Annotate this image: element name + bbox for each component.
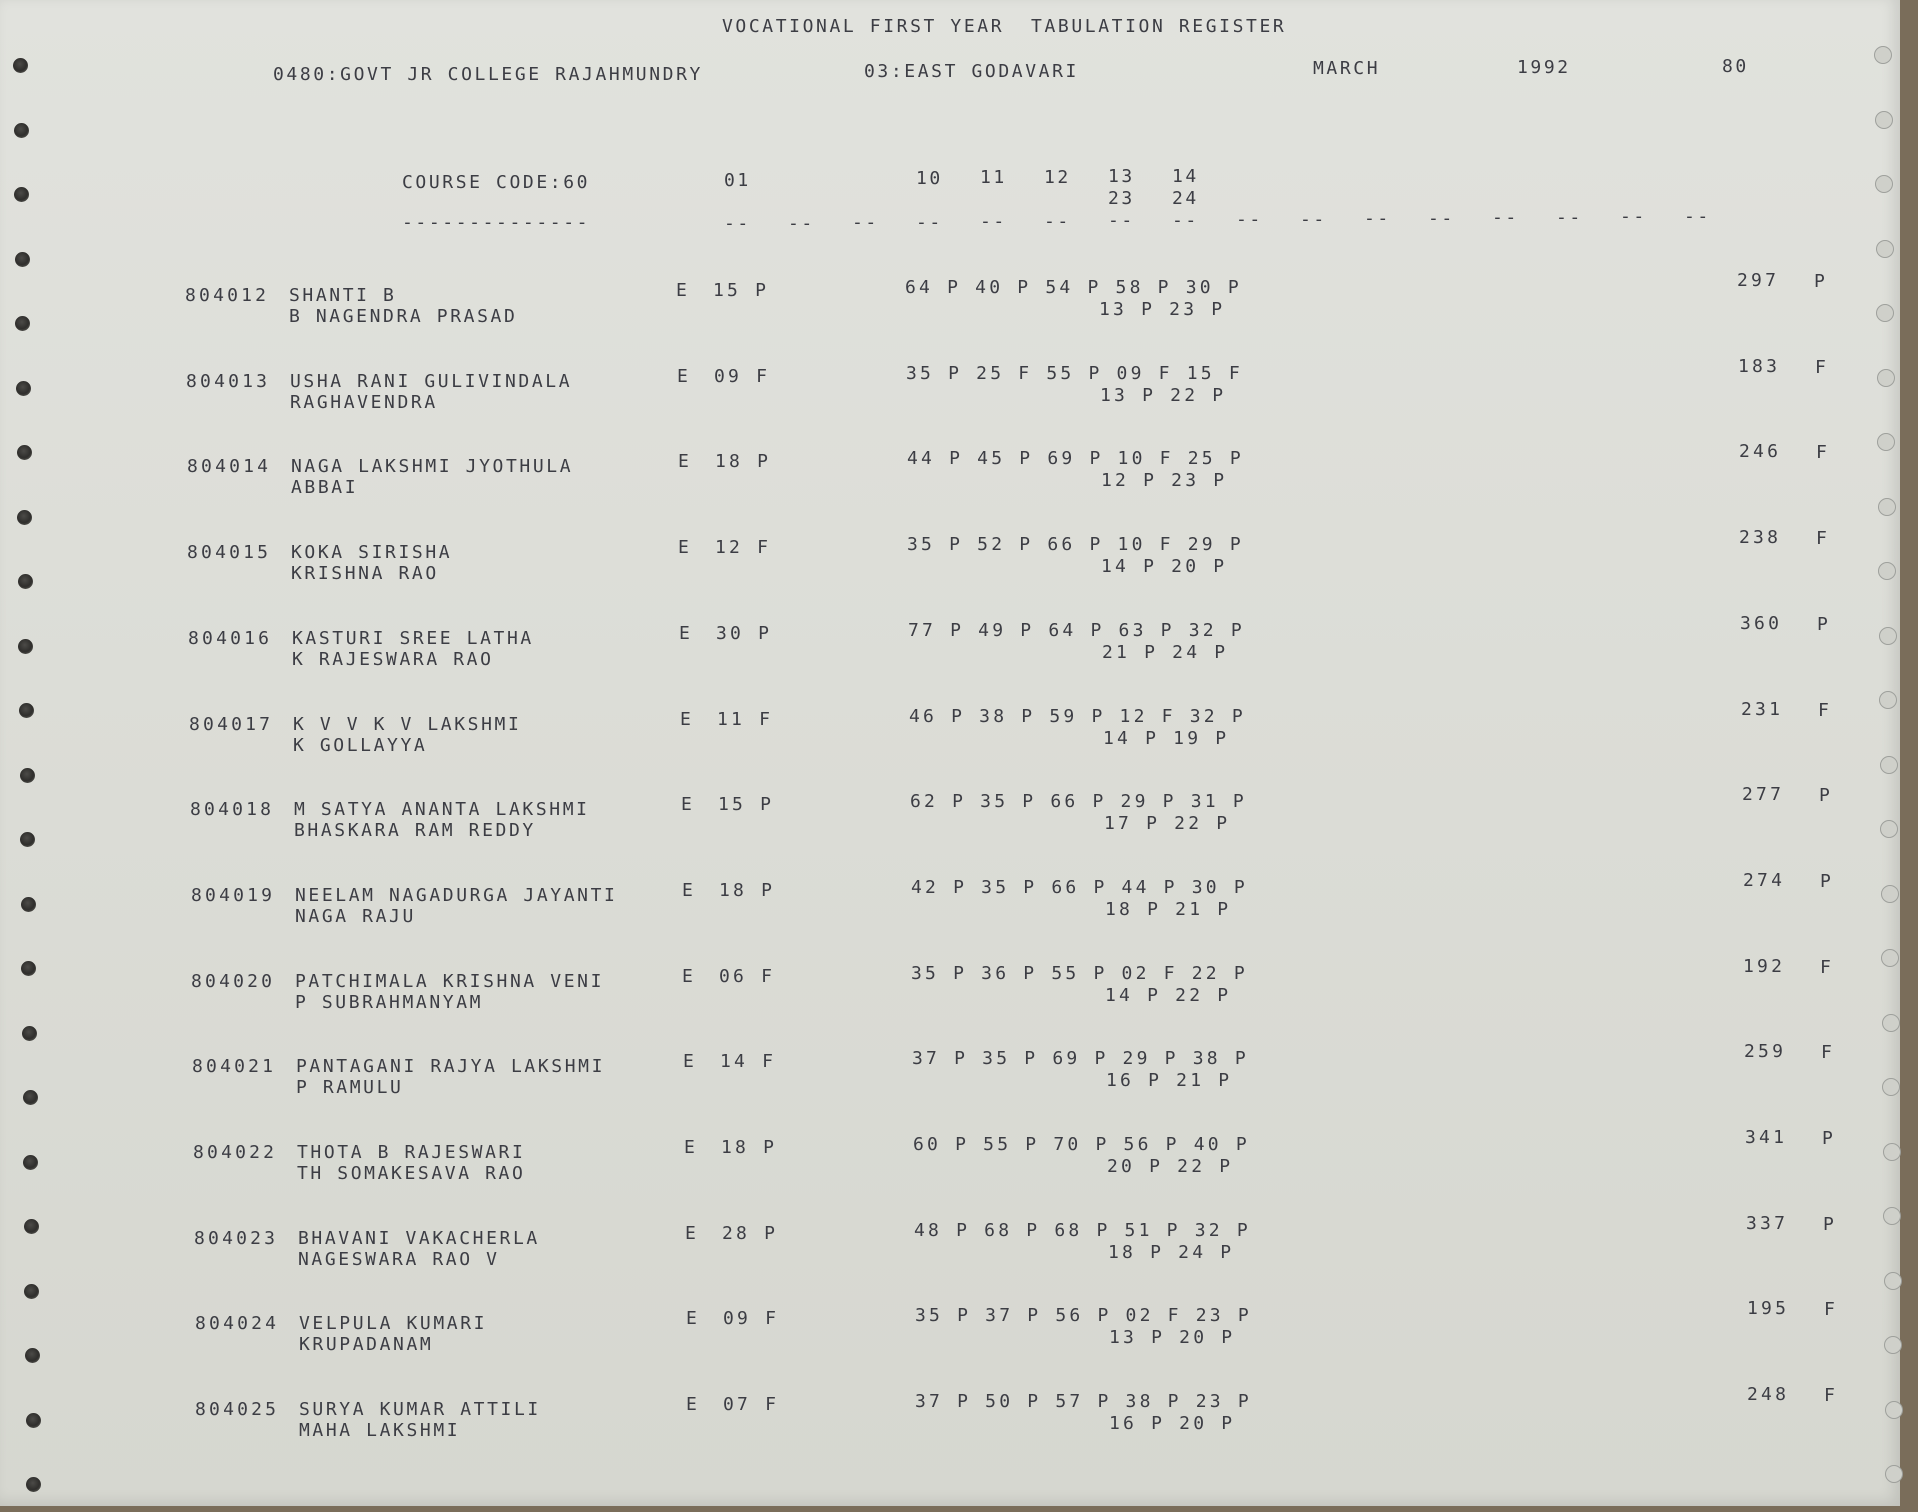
student-name: BHAVANI VAKACHERLA: [298, 1228, 540, 1249]
parent-name: RAGHAVENDRA: [290, 392, 438, 413]
student-id: 804018: [190, 799, 275, 820]
student-id: 804016: [188, 628, 273, 649]
feed-hole: [21, 961, 36, 976]
subject-marks-line1: 35 P 52 P 66 P 10 F 29 P: [907, 534, 1244, 555]
total-marks: 246: [1739, 441, 1782, 462]
subject-marks-line2: 16 P 20 P: [1109, 1413, 1236, 1434]
parent-name: KRUPADANAM: [299, 1334, 434, 1355]
student-id: 804021: [192, 1056, 277, 1077]
subject-marks-line1: 42 P 35 P 66 P 44 P 30 P: [911, 877, 1248, 898]
total-marks: 337: [1746, 1213, 1789, 1234]
first-language-mark: 12 F: [715, 537, 772, 558]
medium-code: E: [677, 366, 691, 387]
subject-marks-line1: 64 P 40 P 54 P 58 P 30 P: [905, 277, 1242, 298]
medium-code: E: [681, 794, 695, 815]
result-status: F: [1818, 700, 1832, 721]
result-status: F: [1816, 442, 1830, 463]
result-status: P: [1814, 271, 1828, 292]
result-status: F: [1820, 957, 1834, 978]
subject-marks-line1: 46 P 38 P 59 P 12 F 32 P: [909, 706, 1246, 727]
feed-hole: [16, 381, 31, 396]
result-status: P: [1817, 614, 1831, 635]
feed-hole: [1885, 1401, 1903, 1419]
subject-marks-line1: 35 P 36 P 55 P 02 F 22 P: [911, 963, 1248, 984]
student-name: SHANTI B: [289, 285, 397, 306]
feed-hole: [1876, 240, 1894, 258]
feed-hole: [21, 897, 36, 912]
feed-hole: [1880, 820, 1898, 838]
total-marks: 231: [1741, 699, 1784, 720]
result-status: P: [1822, 1128, 1836, 1149]
medium-code: E: [676, 280, 690, 301]
subject-marks-line1: 37 P 35 P 69 P 29 P 38 P: [912, 1048, 1249, 1069]
col-header-14: 14: [1172, 166, 1199, 187]
parent-name: NAGA RAJU: [295, 906, 416, 927]
result-status: F: [1821, 1042, 1835, 1063]
feed-hole: [19, 703, 34, 718]
result-status: F: [1815, 357, 1829, 378]
student-name: NAGA LAKSHMI JYOTHULA: [291, 456, 574, 477]
parent-name: KRISHNA RAO: [291, 563, 439, 584]
subject-marks-line1: 60 P 55 P 70 P 56 P 40 P: [913, 1134, 1250, 1155]
medium-code: E: [679, 623, 693, 644]
medium-code: E: [683, 1051, 697, 1072]
subject-marks-line2: 16 P 21 P: [1106, 1070, 1233, 1091]
column-dash: --: [1684, 205, 1711, 227]
student-name: PATCHIMALA KRISHNA VENI: [295, 971, 605, 992]
first-language-mark: 06 F: [719, 966, 776, 987]
column-dash: --: [980, 211, 1007, 232]
feed-hole: [15, 316, 30, 331]
subject-marks-line2: 13 P 23 P: [1099, 299, 1226, 320]
course-code-underline: --------------: [402, 212, 591, 233]
feed-hole: [17, 445, 32, 460]
column-dash: --: [1428, 207, 1455, 229]
col-header-10: 10: [916, 168, 943, 189]
feed-hole: [20, 768, 35, 783]
feed-hole: [1884, 1272, 1902, 1290]
subject-marks-line2: 12 P 23 P: [1101, 470, 1228, 491]
college-name: 0480:GOVT JR COLLEGE RAJAHMUNDRY: [273, 64, 703, 85]
feed-hole: [14, 187, 29, 202]
subject-marks-line1: 62 P 35 P 66 P 29 P 31 P: [910, 791, 1247, 812]
subject-marks-line2: 18 P 21 P: [1105, 899, 1232, 920]
subject-marks-line2: 13 P 22 P: [1100, 385, 1227, 406]
student-name: M SATYA ANANTA LAKSHMI: [294, 799, 590, 820]
student-name: PANTAGANI RAJYA LAKSHMI: [296, 1056, 606, 1077]
first-language-mark: 15 P: [713, 280, 770, 301]
feed-hole: [1881, 885, 1899, 903]
total-marks: 195: [1747, 1298, 1790, 1319]
result-status: P: [1819, 785, 1833, 806]
parent-name: K GOLLAYYA: [293, 735, 428, 756]
feed-hole: [1881, 949, 1899, 967]
student-id: 804017: [189, 714, 274, 735]
total-marks: 341: [1745, 1127, 1788, 1148]
subject-marks-line2: 14 P 19 P: [1103, 728, 1230, 749]
medium-code: E: [682, 966, 696, 987]
feed-hole: [1879, 627, 1897, 645]
parent-name: P SUBRAHMANYAM: [295, 992, 484, 1013]
feed-hole: [26, 1413, 41, 1428]
first-language-mark: 28 P: [722, 1223, 779, 1244]
medium-code: E: [678, 451, 692, 472]
student-name: USHA RANI GULIVINDALA: [290, 371, 573, 392]
first-language-mark: 30 P: [716, 623, 773, 644]
total-marks: 192: [1743, 956, 1786, 977]
subject-marks-line1: 35 P 37 P 56 P 02 F 23 P: [915, 1305, 1252, 1326]
student-id: 804023: [194, 1228, 279, 1249]
feed-hole: [1884, 1336, 1902, 1354]
subject-marks-line2: 14 P 22 P: [1105, 985, 1232, 1006]
feed-hole: [14, 123, 29, 138]
column-dash: --: [1364, 208, 1391, 229]
parent-name: B NAGENDRA PRASAD: [289, 306, 518, 327]
feed-hole: [1874, 46, 1892, 64]
col-header-01: 01: [724, 170, 751, 191]
column-dash: --: [1172, 209, 1199, 231]
total-marks: 248: [1747, 1384, 1790, 1405]
parent-name: BHASKARA RAM REDDY: [294, 820, 536, 841]
subject-marks-line1: 77 P 49 P 64 P 63 P 32 P: [908, 620, 1245, 641]
student-id: 804013: [186, 371, 271, 392]
col-header-23: 23: [1108, 188, 1135, 209]
subject-marks-line2: 21 P 24 P: [1102, 642, 1229, 663]
column-dash: --: [1556, 206, 1583, 228]
column-dash: --: [1236, 209, 1263, 230]
student-id: 804024: [195, 1313, 280, 1334]
exam-year: 1992: [1517, 57, 1571, 78]
feed-hole: [13, 58, 28, 73]
feed-hole: [1883, 1143, 1901, 1161]
feed-hole: [23, 1155, 38, 1170]
feed-hole: [17, 510, 32, 525]
student-name: KOKA SIRISHA: [291, 542, 453, 563]
feed-hole: [1882, 1078, 1900, 1096]
feed-hole: [1880, 756, 1898, 774]
medium-code: E: [686, 1394, 700, 1415]
first-language-mark: 09 F: [723, 1308, 780, 1329]
column-dash: --: [1300, 208, 1327, 230]
subject-marks-line2: 18 P 24 P: [1108, 1242, 1235, 1263]
medium-code: E: [678, 537, 692, 558]
student-name: VELPULA KUMARI: [299, 1313, 488, 1334]
first-language-mark: 07 F: [723, 1394, 780, 1415]
parent-name: P RAMULU: [296, 1077, 404, 1098]
first-language-mark: 14 F: [720, 1051, 777, 1072]
exam-month: MARCH: [1313, 58, 1381, 79]
total-marks: 277: [1742, 784, 1785, 805]
medium-code: E: [680, 709, 694, 730]
column-dash: --: [788, 212, 815, 234]
result-status: F: [1824, 1385, 1838, 1406]
subject-marks-line2: 17 P 22 P: [1104, 813, 1231, 834]
student-id: 804012: [185, 285, 270, 306]
first-language-mark: 18 P: [719, 880, 776, 901]
feed-hole: [18, 574, 33, 589]
student-id: 804020: [191, 971, 276, 992]
subject-marks-line2: 13 P 20 P: [1109, 1327, 1236, 1348]
parent-name: TH SOMAKESAVA RAO: [297, 1163, 526, 1184]
first-language-mark: 09 F: [714, 366, 771, 387]
subject-marks-line2: 14 P 20 P: [1101, 556, 1228, 577]
parent-name: K RAJESWARA RAO: [292, 649, 494, 670]
column-dash: --: [1044, 210, 1071, 232]
feed-hole: [24, 1284, 39, 1299]
feed-hole: [18, 639, 33, 654]
feed-hole: [1877, 369, 1895, 387]
subject-marks-line1: 44 P 45 P 69 P 10 F 25 P: [907, 448, 1244, 469]
course-code-label: COURSE CODE:60: [402, 172, 591, 193]
feed-hole: [26, 1477, 41, 1492]
feed-hole: [1875, 111, 1893, 129]
col-header-24: 24: [1172, 188, 1199, 209]
feed-hole: [20, 832, 35, 847]
student-id: 804022: [193, 1142, 278, 1163]
page-number: 80: [1722, 56, 1749, 77]
parent-name: ABBAI: [291, 477, 359, 498]
student-id: 804025: [195, 1399, 280, 1420]
column-dash: --: [852, 212, 879, 233]
total-marks: 360: [1740, 613, 1783, 634]
register-title: VOCATIONAL FIRST YEAR TABULATION REGISTER: [722, 16, 1287, 37]
first-language-mark: 11 F: [717, 709, 774, 730]
first-language-mark: 18 P: [715, 451, 772, 472]
medium-code: E: [685, 1223, 699, 1244]
feed-hole: [1878, 562, 1896, 580]
first-language-mark: 18 P: [721, 1137, 778, 1158]
subject-marks-line1: 48 P 68 P 68 P 51 P 32 P: [914, 1220, 1251, 1241]
subject-marks-line1: 35 P 25 F 55 P 09 F 15 F: [906, 363, 1243, 384]
student-name: K V V K V LAKSHMI: [293, 714, 522, 735]
feed-hole: [23, 1090, 38, 1105]
subject-marks-line2: 20 P 22 P: [1107, 1156, 1234, 1177]
col-header-11: 11: [980, 167, 1007, 188]
parent-name: NAGESWARA RAO V: [298, 1249, 500, 1270]
district-name: 03:EAST GODAVARI: [864, 61, 1079, 82]
student-id: 804014: [187, 456, 272, 477]
feed-hole: [24, 1219, 39, 1234]
feed-hole: [1877, 433, 1895, 451]
column-dash: --: [916, 211, 943, 233]
result-status: P: [1820, 871, 1834, 892]
medium-code: E: [686, 1308, 700, 1329]
student-name: THOTA B RAJESWARI: [297, 1142, 526, 1163]
total-marks: 238: [1739, 527, 1782, 548]
feed-hole: [1883, 1207, 1901, 1225]
total-marks: 274: [1743, 870, 1786, 891]
subject-marks-line1: 37 P 50 P 57 P 38 P 23 P: [915, 1391, 1252, 1412]
col-header-13: 13: [1108, 166, 1135, 187]
student-name: KASTURI SREE LATHA: [292, 628, 534, 649]
feed-hole: [1878, 498, 1896, 516]
first-language-mark: 15 P: [718, 794, 775, 815]
result-status: F: [1824, 1299, 1838, 1320]
total-marks: 259: [1744, 1041, 1787, 1062]
feed-hole: [1879, 691, 1897, 709]
feed-hole: [25, 1348, 40, 1363]
result-status: F: [1816, 528, 1830, 549]
total-marks: 297: [1737, 270, 1780, 291]
feed-hole: [1882, 1014, 1900, 1032]
column-dash: --: [1492, 207, 1519, 228]
feed-hole: [1885, 1465, 1903, 1483]
feed-hole: [1876, 304, 1894, 322]
column-dash: --: [724, 213, 751, 234]
col-header-12: 12: [1044, 167, 1071, 188]
column-dash: --: [1620, 206, 1647, 227]
student-name: NEELAM NAGADURGA JAYANTI: [295, 885, 618, 906]
medium-code: E: [682, 880, 696, 901]
student-name: SURYA KUMAR ATTILI: [299, 1399, 541, 1420]
student-id: 804015: [187, 542, 272, 563]
column-dash: --: [1108, 210, 1135, 231]
result-status: P: [1823, 1214, 1837, 1235]
feed-hole: [1875, 175, 1893, 193]
total-marks: 183: [1738, 356, 1781, 377]
student-id: 804019: [191, 885, 276, 906]
medium-code: E: [684, 1137, 698, 1158]
feed-hole: [15, 252, 30, 267]
feed-hole: [22, 1026, 37, 1041]
parent-name: MAHA LAKSHMI: [299, 1420, 461, 1441]
